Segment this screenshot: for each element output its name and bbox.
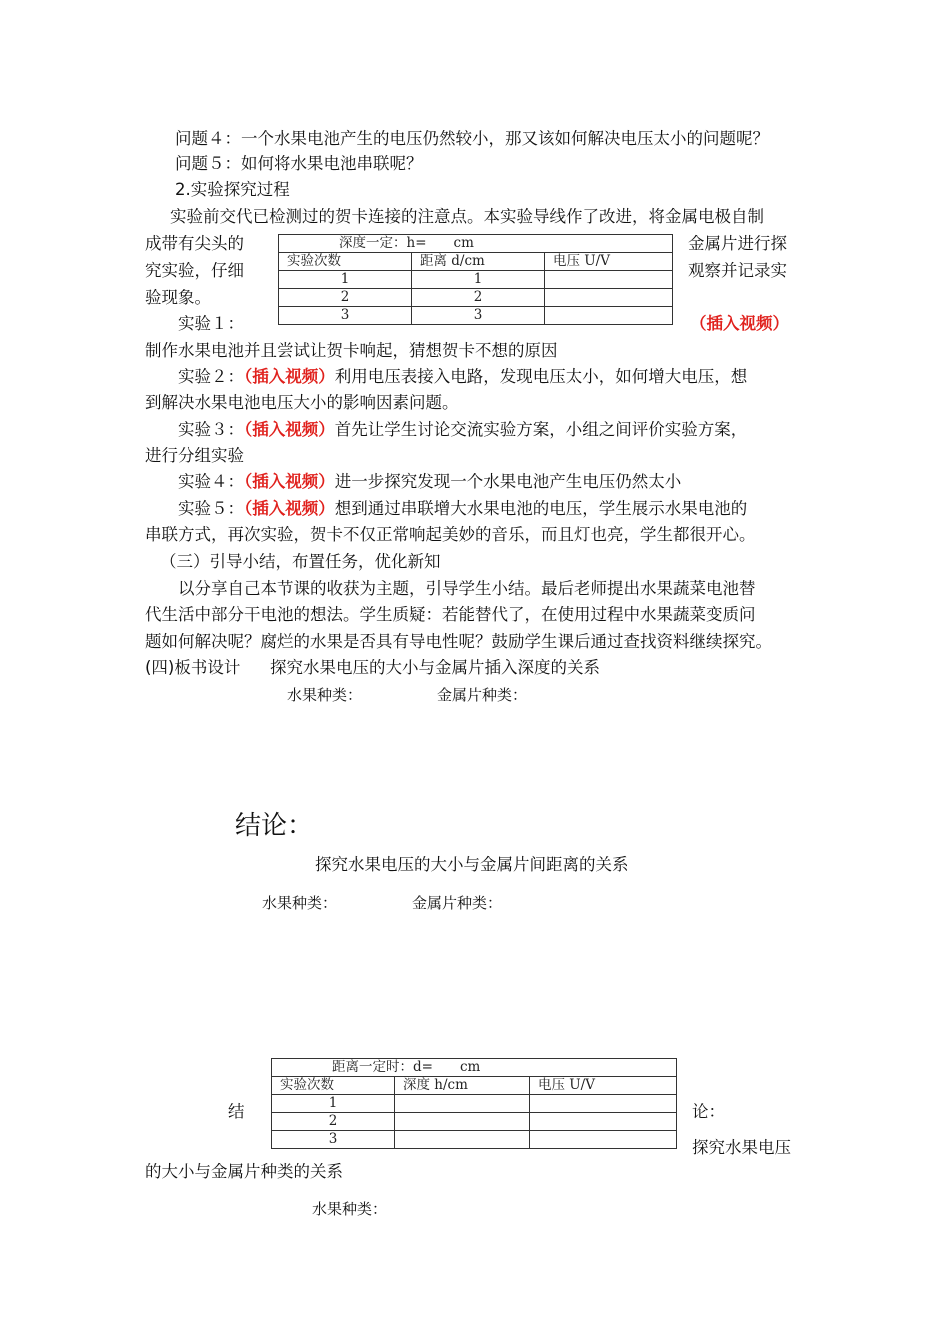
conclusion-split-a: 结 [228,1102,245,1121]
exp3-text-2: 进行分组实验 [145,446,244,465]
intro-left-3: 验现象。 [145,288,211,307]
table-cell [545,307,673,325]
table-cell [530,1113,677,1131]
exp5-text-2: 串联方式，再次实验，贺卡不仅正常响起美妙的音乐，而且灯也亮，学生都很开心。 [145,525,756,544]
table-header: 深度 h/cm [395,1077,530,1095]
distance-table-caption: 距离一定时：d= cm [272,1059,677,1077]
exp2-text: 利用电压表接入电路，发现电压太小，如何增大电压，想 [334,367,748,386]
intro-left-1: 成带有尖头的 [145,234,244,253]
board-title-2: 探究水果电压的大小与金属片间距离的关系 [315,855,629,874]
question-4: 问题４：一个水果电池产生的电压仍然较小，那又该如何解决电压太小的问题呢？ [175,129,769,148]
exp1-video-tag: （插入视频） [690,314,789,333]
exp4-text: 进一步探究发现一个水果电池产生电压仍然太小 [334,472,682,491]
table-cell: 1 [412,271,545,289]
exp5-text: 想到通过串联增大水果电池的电压，学生展示水果电池的 [334,499,748,518]
table-cell [395,1095,530,1113]
summary-line-3: 题如何解决呢？腐烂的水果是否具有导电性呢？鼓励学生课后通过查找资料继续探究。 [145,632,772,651]
exp4-paragraph [178,470,681,494]
table-cell: 1 [279,271,412,289]
board-title-1: 探究水果电压的大小与金属片插入深度的关系 [270,658,600,677]
table-cell: 2 [272,1113,395,1131]
table-cell [545,289,673,307]
summary-line-1: 以分享自己本节课的收获为主题，引导学生小结。最后老师提出水果蔬菜电池替 [178,579,756,598]
fruit-type-label-2: 水果种类： [262,894,338,912]
table-header: 实验次数 [279,253,412,271]
board-title-3-part-a: 探究水果电压 [692,1138,791,1157]
intro-right-1: 金属片进行探 [688,234,787,253]
exp5-video-tag: （插入视频） [244,499,335,518]
table-row [272,1113,677,1131]
table-cell: 2 [279,289,412,307]
fruit-type-label-3: 水果种类： [312,1200,388,1218]
exp2-text-2: 到解决水果电池电压大小的影响因素问题。 [145,393,459,412]
table-cell: 2 [412,289,545,307]
conclusion-split-b: 论： [692,1102,725,1121]
intro-left-2: 究实验，仔细 [145,261,244,280]
table-row [279,307,673,325]
section-2-heading: 2.实验探究过程 [175,180,290,199]
exp3-paragraph [178,418,747,442]
board-title-3-part-b: 的大小与金属片种类的关系 [145,1162,343,1181]
table-header: 电压 U/V [530,1077,677,1095]
intro-line-1: 实验前交代已检测过的贺卡连接的注意点。本实验导线作了改进，将金属电极自制 [170,207,764,226]
metal-type-label-2: 金属片种类： [412,894,503,912]
table-cell [530,1095,677,1113]
exp1-text: 制作水果电池并且尝试让贺卡响起，猜想贺卡不想的原因 [145,341,558,360]
table-header: 电压 U/V [545,253,673,271]
exp4-label: 实验４： [178,472,244,491]
table-cell: 1 [272,1095,395,1113]
summary-line-2: 代生活中部分干电池的想法。学生质疑：若能替代了，在使用过程中水果蔬菜变质问 [145,605,756,624]
exp2-label: 实验２： [178,367,244,386]
table-header: 距离 d/cm [412,253,545,271]
fruit-type-label-1: 水果种类： [287,686,363,704]
exp4-video-tag: （插入视频） [244,472,335,491]
conclusion-heading: 结论： [235,811,314,841]
table-cell: 3 [272,1131,395,1149]
table-row [272,1131,677,1149]
intro-right-2: 观察并记录实 [688,261,787,280]
table-cell: 3 [412,307,545,325]
exp3-label: 实验３： [178,420,244,439]
table-cell [395,1131,530,1149]
depth-table-caption: 深度一定：h= cm [279,235,673,253]
exp2-paragraph [178,365,747,389]
table-row [279,289,673,307]
distance-table [271,1058,677,1149]
exp1-label: 实验１： [178,314,244,333]
question-5: 问题５：如何将水果电池串联呢？ [175,154,423,173]
table-header: 实验次数 [272,1077,395,1095]
section-3-heading: （三）引导小结，布置任务，优化新知 [160,552,441,571]
table-row [272,1095,677,1113]
section-4-heading: (四)板书设计 [145,658,241,677]
table-row [279,271,673,289]
exp2-video-tag: （插入视频） [244,367,335,386]
metal-type-label-1: 金属片种类： [437,686,528,704]
table-cell [545,271,673,289]
exp3-text: 首先让学生讨论交流实验方案，小组之间评价实验方案， [334,420,748,439]
table-cell [530,1131,677,1149]
table-cell [395,1113,530,1131]
depth-table [278,234,673,325]
table-cell: 3 [279,307,412,325]
exp5-label: 实验５： [178,499,244,518]
exp3-video-tag: （插入视频） [244,420,335,439]
exp5-paragraph [178,497,747,521]
